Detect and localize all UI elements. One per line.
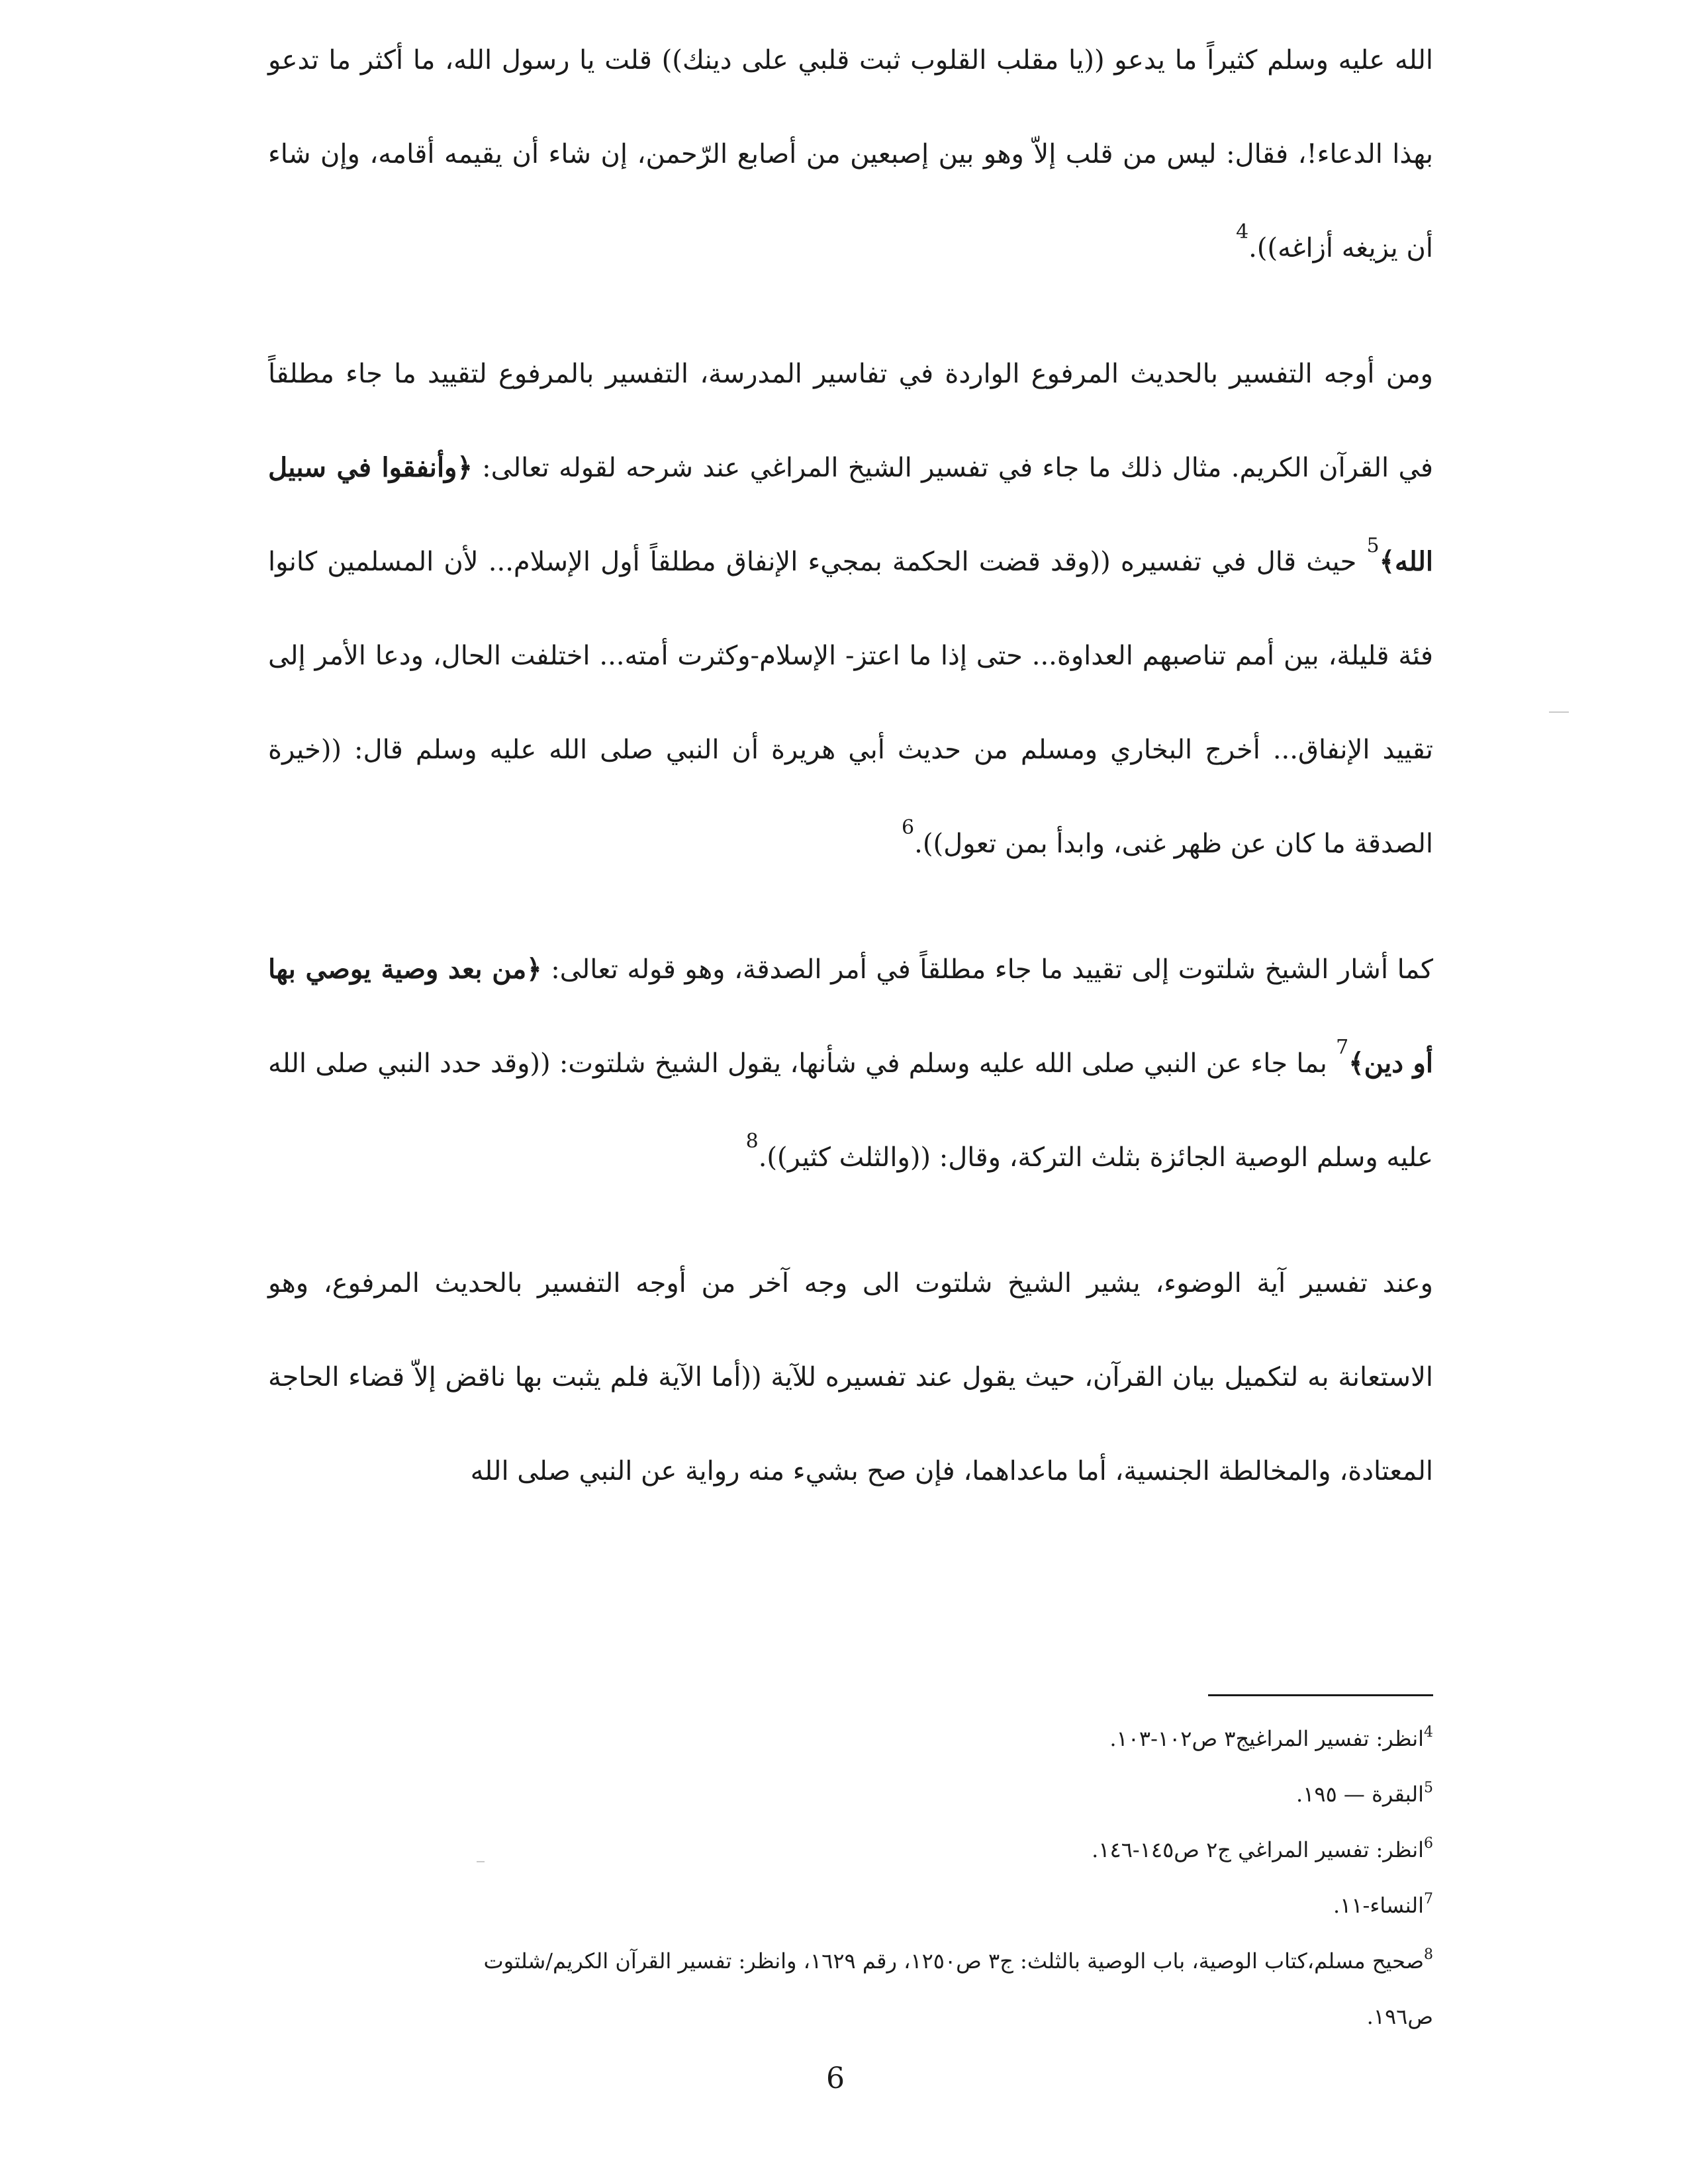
footnote-number: 5 (1424, 1780, 1433, 1796)
footnote-7 (424, 1878, 1433, 1933)
footnote-number: 8 (1424, 1946, 1433, 1963)
footnote-5 (424, 1766, 1433, 1822)
paragraph-4 (268, 1236, 1433, 1518)
paragraph-3-text-b: بما جاء عن النبي صلى الله عليه وسلم في شأنها، يقول الشيخ شلتوت: ((وقد حدد النبي صلى الله عليه وسلم الوصية الجائزة بثلث التركة، وقال: ((والثلث كثير)). (268, 1048, 1433, 1173)
page-number: 6 (826, 2062, 845, 2095)
footnote-text: صحيح مسلم،كتاب الوصية، باب الوصية بالثلث: ج٣ ص١٢٥٠، رقم ١٦٢٩، وانظر: تفسير القرآن الكريم/شلتوت ص١٩٦. (483, 1948, 1433, 2029)
footnote-8 (424, 1933, 1433, 2044)
footnote-text: النساء-١١. (1333, 1893, 1424, 1918)
paragraph-4-text: وعند تفسير آية الوضوء، يشير الشيخ شلتوت الى وجه آخر من أوجه التفسير بالحديث المرفوع، وهو الاستعانة به لتكميل بيان القرآن، حيث يقول عند تفسيره للآية ((أما الآية فلم يثبت بها ناقض إلاّ قضاء الحاجة المعتادة، والمخالطة الجنسية، أما ماعداهما، فإن صح بشيء منه رواية عن النبي صلى الله (268, 1268, 1433, 1486)
footnote-ref-7: 7 (1336, 1036, 1349, 1059)
footnote-text: انظر: تفسير المراغيج٣ ص١٠٢-١٠٣. (1109, 1726, 1424, 1751)
footnote-ref-8: 8 (745, 1130, 759, 1153)
footnote-number: 6 (1424, 1835, 1433, 1852)
body-text (268, 13, 1433, 1550)
footnote-ref-6: 6 (902, 816, 915, 839)
footnote-4 (424, 1711, 1433, 1766)
paragraph-2-text-a: ومن أوجه التفسير بالحديث المرفوع الواردة في تفاسير المدرسة، التفسير بالمرفوع لتقييد ما جاء مطلقاً في القرآن الكريم. مثال ذلك ما جاء في تفسير الشيخ المراغي عند شرحه لقوله تعالى: (268, 359, 1433, 483)
quran-verse-2: ﴿من بعد وصية يوصي بها أو دين﴾ (268, 954, 1433, 1079)
paragraph-1 (268, 13, 1433, 295)
scan-mark-left (477, 1861, 485, 1862)
footnotes (424, 1711, 1433, 2044)
footnote-text: البقرة — ١٩٥. (1296, 1782, 1424, 1807)
footnote-number: 4 (1424, 1724, 1433, 1741)
footnote-number: 7 (1424, 1891, 1433, 1907)
footnote-6 (424, 1822, 1433, 1878)
paragraph-1-text: الله عليه وسلم كثيراً ما يدعو ((يا مقلب القلوب ثبت قلبي على دينك)) قلت يا رسول الله، ما أكثر ما تدعو بهذا الدعاء!، فقال: ليس من قلب إلاّ وهو بين إصبعين من أصابع الرّحمن، إن شاء أن يقيمه أقامه، وإن شاء أن يزيغه أزاغه)). (268, 45, 1433, 263)
paragraph-3 (268, 923, 1433, 1205)
quran-verse-1: ﴿وأنفقوا في سبيل الله﴾ (268, 452, 1434, 577)
footnote-text: انظر: تفسير المراغي ج٢ ص١٤٥-١٤٦. (1092, 1837, 1424, 1862)
paragraph-2-text-b: حيث قال في تفسيره ((وقد قضت الحكمة بمجيء الإنفاق مطلقاً أول الإسلام... لأن المسلمين كانوا فئة قليلة، بين أمم تناصبهم العداوة... حتى إذا ما اعتز- الإسلام-وكثرت أمته... اختلفت الحال، ودعا الأمر إلى تقييد الإنفاق... أخرج البخاري ومسلم من حديث أبي هريرة أن النبي صلى الله عليه وسلم قال: ((خيرة الصدقة ما كان عن ظهر غنى، وابدأ بمن تعول)). (268, 547, 1433, 859)
paragraph-2 (268, 327, 1433, 891)
paragraph-3-text-a: كما أشار الشيخ شلتوت إلى تقييد ما جاء مطلقاً في أمر الصدقة، وهو قوله تعالى: (541, 954, 1433, 985)
scan-mark-right (1549, 711, 1569, 713)
footnote-ref-5: 5 (1366, 534, 1380, 557)
footnote-separator (1208, 1694, 1433, 1696)
footnote-ref-4: 4 (1236, 220, 1249, 244)
